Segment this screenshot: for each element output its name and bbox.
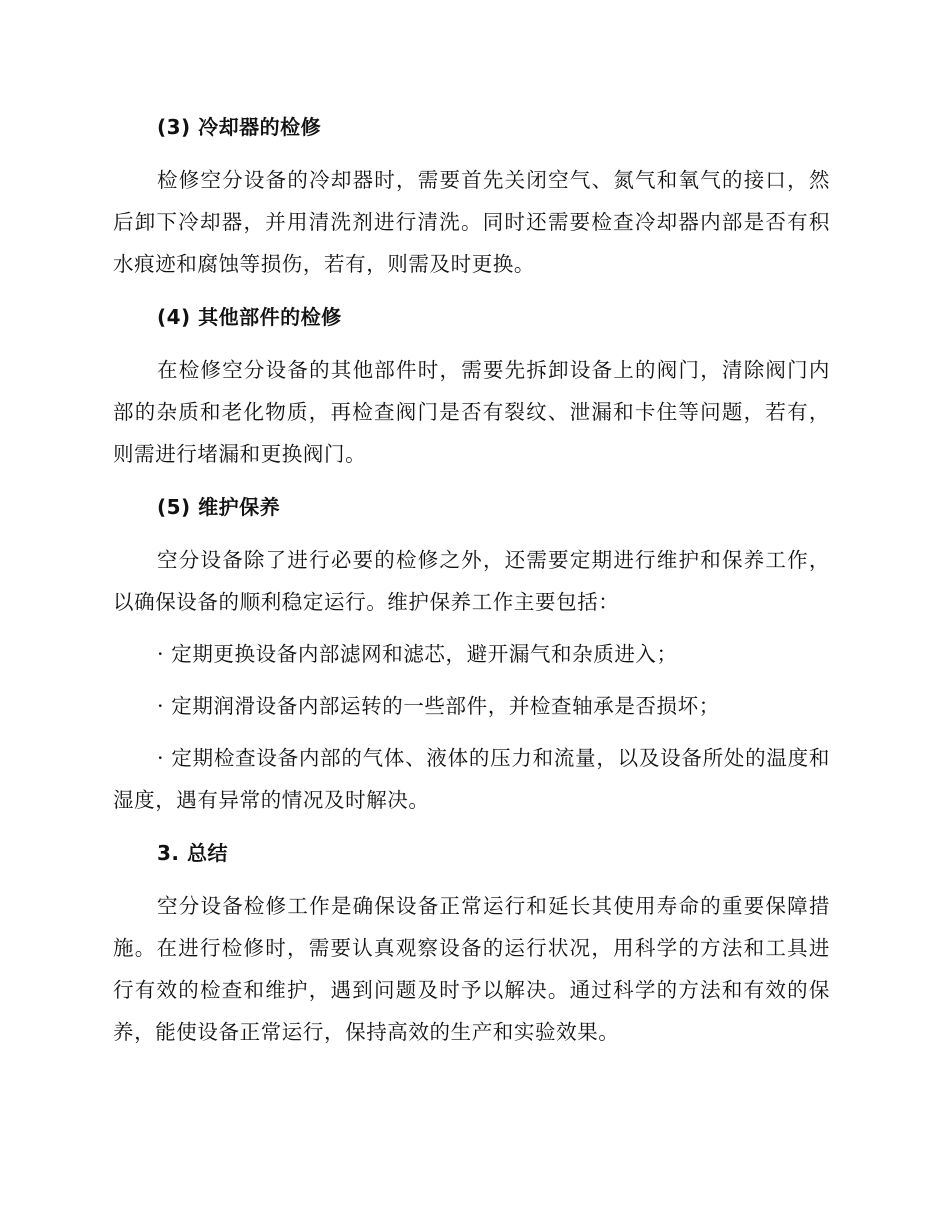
paragraph-cooler: 检修空分设备的冷却器时，需要首先关闭空气、氮气和氧气的接口，然后卸下冷却器，并用清洗剂进行清洗。同时还需要检查冷却器内部是否有积水痕迹和腐蚀等损伤，若有，则需及时更换。 — [113, 168, 830, 276]
section-heading-summary: 3. 总结 — [157, 841, 228, 865]
list-item-pressure-check: · 定期检查设备内部的气体、液体的压力和流量，以及设备所处的温度和湿度，遇有异常的情况及时解决。 — [113, 746, 830, 812]
paragraph-summary: 空分设备检修工作是确保设备正常运行和延长其使用寿命的重要保障措施。在进行检修时，需要认真观察设备的运行状况，用科学的方法和工具进行有效的检查和维护，遇到问题及时予以解决。通过科学的方法和有效的保养，能使设备正常运行，保持高效的生产和实验效果。 — [113, 894, 830, 1044]
paragraph-other-parts: 在检修空分设备的其他部件时，需要先拆卸设备上的阀门，清除阀门内部的杂质和老化物质，再检查阀门是否有裂纹、泄漏和卡住等问题，若有，则需进行堵漏和更换阀门。 — [113, 358, 830, 466]
section-heading-cooler: (3) 冷却器的检修 — [157, 115, 322, 139]
list-item-lubrication: · 定期润滑设备内部运转的一些部件，并检查轴承是否损坏； — [157, 694, 720, 718]
section-heading-maintenance: (5) 维护保养 — [157, 495, 281, 519]
section-heading-other-parts: (4) 其他部件的检修 — [157, 305, 342, 329]
paragraph-maintenance-intro: 空分设备除了进行必要的检修之外，还需要定期进行维护和保养工作，以确保设备的顺利稳定运行。维护保养工作主要包括： — [113, 548, 830, 614]
list-item-filter: · 定期更换设备内部滤网和滤芯，避开漏气和杂质进入； — [157, 642, 678, 666]
